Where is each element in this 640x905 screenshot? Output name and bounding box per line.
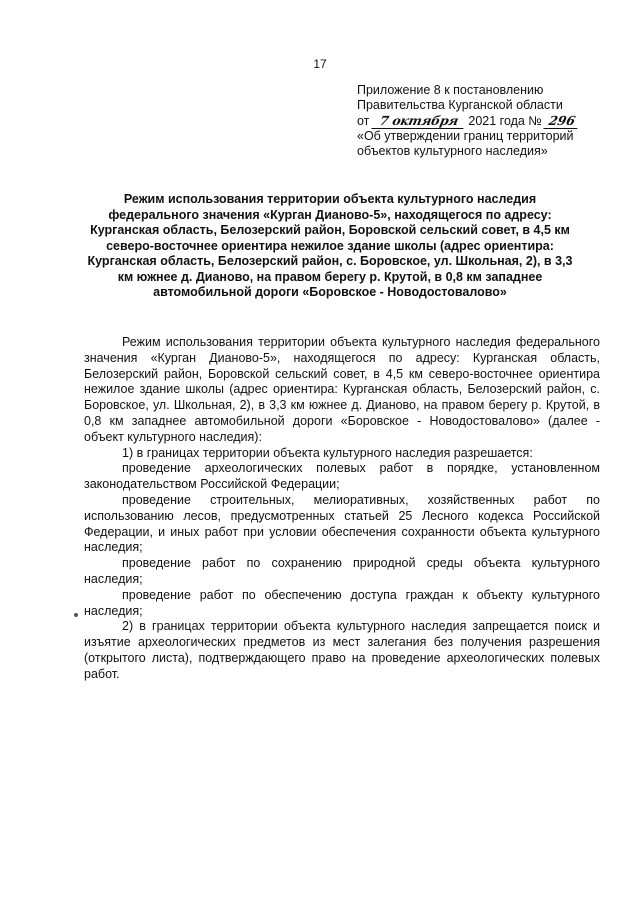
- paragraph-prohibited: 2) в границах территории объекта культурного наследия запрещается поиск и изъятие археологических предметов из мест залегания без получения разрешения (открытого листа), подтверждающего право на проведение археологических полевых работ.: [84, 619, 600, 681]
- appendix-line-2: Правительства Курганской области: [357, 98, 563, 112]
- document-body: [84, 335, 600, 683]
- margin-mark: [74, 613, 78, 617]
- appendix-line-5: объектов культурного наследия»: [357, 144, 548, 158]
- paragraph-allowed-heading: 1) в границах территории объекта культурного наследия разрешается:: [122, 445, 533, 460]
- paragraph-allowed-item: проведение археологических полевых работ в порядке, установленном законодательством Российской Федерации;: [84, 461, 600, 492]
- appendix-date-line: [357, 113, 607, 129]
- paragraph-allowed-item: проведение работ по обеспечению доступа граждан к объекту культурного наследия;: [84, 587, 600, 618]
- page-number: 17: [313, 57, 327, 71]
- paragraph-allowed-item: проведение строительных, мелиоративных, хозяйственных работ по использованию лесов, предусмотренных статьей 25 Лесного кодекса Российской Федерации, и иных работ при условии обеспечения сохранности объекта культурного наследия;: [84, 492, 600, 555]
- paragraph-allowed-item: проведение работ по сохранению природной среды объекта культурного наследия;: [84, 556, 600, 586]
- appendix-line-4: «Об утверждении границ территорий: [357, 129, 574, 143]
- handwritten-date: 7 октября: [371, 113, 466, 129]
- paragraph-intro: Режим использования территории объекта культурного наследия федерального значения «Курган Дианово-5», находящегося по адресу: Курганская область, Белозерский район, Боровской сельский совет, в 4,5 км северо-восточнее ориентира нежилое здание школы (адрес ориентира: Курганская область, Белозерский район, с. Боровское, ул. Школьная, 2), в 3,3 км южнее д. Дианово, на правом берегу р. Крутой, в 0,8 км западнее автомобильной дороги «Боровское - Новодостовалово» (далее - объект культурного наследия):: [84, 335, 600, 444]
- year-text: 2021 года №: [468, 114, 542, 128]
- from-label: от: [357, 114, 370, 128]
- appendix-line-1: Приложение 8 к постановлению: [357, 83, 544, 97]
- handwritten-number: 296: [544, 113, 581, 129]
- appendix-block: [357, 83, 607, 159]
- document-title: Режим использования территории объекта культурного наследия федерального значения «Курган Дианово-5», находящегося по адресу: Курганская область, Белозерский район, Боровской сельский совет, в 4,5 км северо-восточнее ориентира нежилое здание школы (адрес ориентира: Курганская область, Белозерский район, с. Боровское, ул. Школьная, 2), в 3,3 км южнее д. Дианово, на правом берегу р. Крутой, в 0,8 км западнее автомобильной дороги «Боровское - Новодостовалово»: [87, 192, 573, 299]
